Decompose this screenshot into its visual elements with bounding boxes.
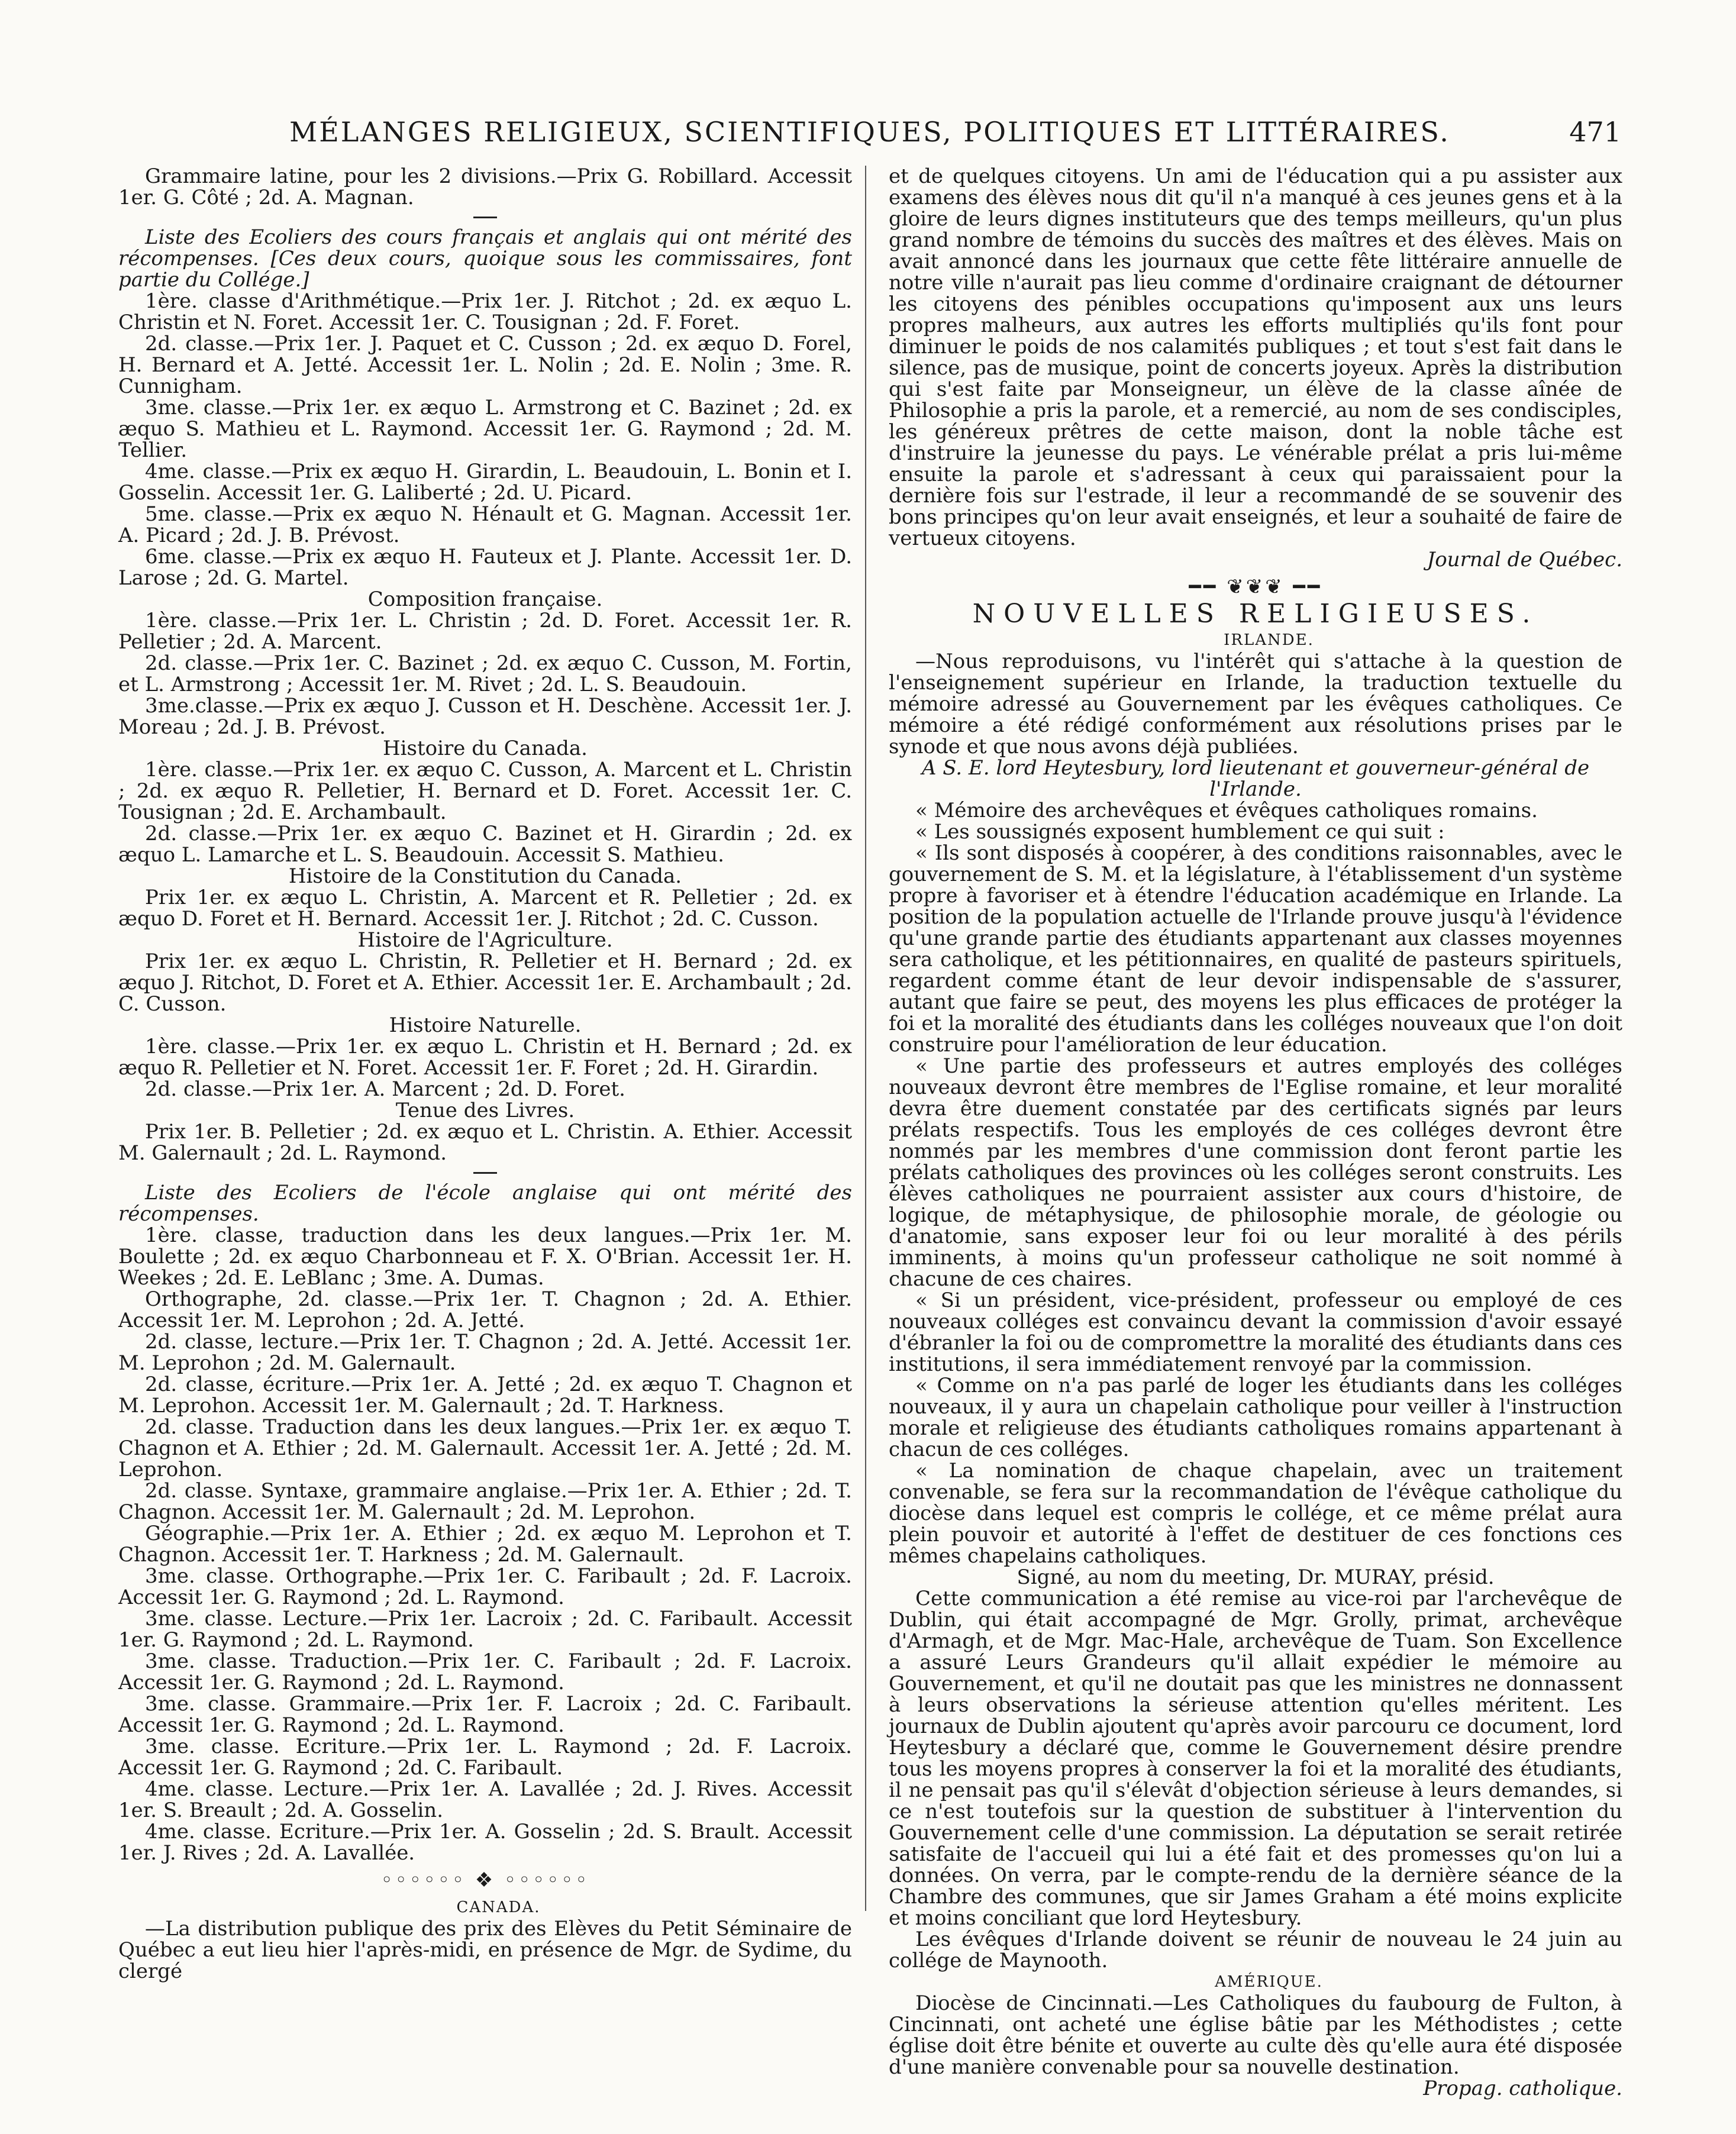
paragraph: Grammaire latine, pour les 2 divisions.—Prix G. Robillard. Accessit 1er. G. Côté ; 2d. A. Magnan. (118, 164, 852, 209)
paragraph: Géographie.—Prix 1er. A. Ethier ; 2d. ex æquo M. Leprohon et T. Chagnon. Accessit 1er. T. Harkness ; 2d. M. Galernault. (118, 1522, 852, 1567)
paragraph: Les évêques d'Irlande doivent se réunir de nouveau le 24 juin au collége de Maynooth. (889, 1928, 1622, 1972)
paragraph: Prix 1er. ex æquo L. Christin, A. Marcent et R. Pelletier ; 2d. ex æquo D. Foret et H. Bernard. Accessit 1er. J. Ritchot ; 2d. C. Cusson. (118, 886, 852, 931)
paragraph: 3me. classe.—Prix 1er. ex æquo L. Armstrong et C. Bazinet ; 2d. ex æquo S. Mathieu et L. Raymond. Accessit 1er. G. Raymond ; 2d. M. Tellier. (118, 396, 852, 462)
paragraph: Diocèse de Cincinnati.—Les Catholiques du faubourg de Fulton, à Cincinnati, ont acheté une église bâtie par les Méthodistes ; cette église doit être bénite et ouverte au culte dès qu'elle aura été disposée d'une manière convenable pour sa nouvelle destination. (889, 1991, 1622, 2079)
paragraph: 1ère. classe d'Arithmétique.—Prix 1er. J. Ritchot ; 2d. ex æquo L. Christin et N. Foret. Accessit 1er. C. Tousignan ; 2d. F. Foret. (118, 289, 852, 334)
paragraph: « Les soussignés exposent humblement ce qui suit : (915, 820, 1445, 844)
paragraph: 2d. classe. Syntaxe, grammaire anglaise.—Prix 1er. A. Ethier ; 2d. T. Chagnon. Accessit 1er. M. Galernault ; 2d. M. Leprohon. (118, 1479, 852, 1524)
paragraph: 1ère. classe.—Prix 1er. L. Christin ; 2d. D. Foret. Accessit 1er. R. Pelletier ; 2d. A. Marcent. (118, 609, 852, 654)
paragraph: 1ère. classe, traduction dans les deux langues.—Prix 1er. M. Boulette ; 2d. ex æquo Charbonneau et F. X. O'Brian. Accessit 1er. H. Weekes ; 2d. E. LeBlanc ; 3me. A. Dumas. (118, 1223, 852, 1290)
source-credit: Journal de Québec. (1427, 548, 1622, 572)
paragraph: « Une partie des professeurs et autres employés des colléges nouveaux devront être membres de l'Eglise romaine, et leur moralité devra être duement constatée par des certificats signés par leurs prélats respectifs. Tous les employés de ces colléges devront être nommés par les membres d'une commission dont feront partie les prélats catholiques des provinces où les colléges seront construits. Les élèves catholiques ne pourraient assister aux cours d'histoire, de logique, de métaphysique, de philosophie morale, de géologie ou d'anatomie, sans exposer leur foi ou leur moralité à des périls imminents, à moins qu'un professeur catholique ne soit nommé à chacune de ces chaires. (889, 1054, 1622, 1291)
section-heading: Histoire de la Constitution du Canada. (288, 864, 682, 888)
paragraph: 1ère. classe.—Prix 1er. ex æquo L. Christin et H. Bernard ; 2d. ex æquo R. Pelletier et N. Foret. Accessit 1er. F. Foret ; 2d. H. Girardin. (118, 1035, 852, 1080)
separator (473, 1172, 497, 1174)
list-title: Liste des Ecoliers de l'école anglaise qui ont mérité des récompenses. (118, 1181, 852, 1226)
separator (473, 217, 497, 218)
paragraph: « Si un président, vice-président, professeur ou employé de ces nouveaux colléges est convaincu devant la commission d'avoir essayé d'ébranler la foi ou de compromettre la moralité des étudiants dans ces institutions, il sera immédiatement renvoyé par la commission. (889, 1289, 1622, 1376)
paragraph: « Comme on n'a pas parlé de loger les étudiants dans les colléges nouveaux, il y aura un chapelain catholique pour veiller à l'instruction morale et religieuse des étudiants catholiques romains appartenant à chacun de ces colléges. (889, 1374, 1622, 1461)
list-title: Liste des Ecoliers des cours français et anglais qui ont mérité des récompenses. [Ces deux cours, quoique sous les commissaires, font partie du Collége.] (118, 225, 852, 292)
section-heading: Tenue des Livres. (395, 1099, 575, 1122)
paragraph: Prix 1er. ex æquo L. Christin, R. Pelletier et H. Bernard ; 2d. ex æquo J. Ritchot, D. Foret et A. Ethier. Accessit 1er. E. Archambault ; 2d. C. Cusson. (118, 950, 852, 1016)
section-heading: Composition française. (367, 587, 603, 611)
paragraph: 2d. classe, lecture.—Prix 1er. T. Chagnon ; 2d. A. Jetté. Accessit 1er. M. Leprohon ; 2d. M. Galernault. (118, 1330, 852, 1375)
paragraph: —La distribution publique des prix des Elèves du Petit Séminaire de Québec a eut lieu hier l'après-midi, en présence de Mgr. de Sydime, du clergé (118, 1917, 852, 1983)
paragraph: et de quelques citoyens. Un ami de l'éducation qui a pu assister aux examens des élèves nous dit qu'il n'a manqué à ces jeunes gens et à la gloire de leurs dignes instituteurs que des temps meilleurs, qu'un plus grand nombre de témoins du succès des maîtres et des élèves. Mais on avait annoncé dans les journaux que cette fête littéraire annuelle de notre ville n'aurait pas lieu comme d'ordinaire craignant de détourner les citoyens des pénibles occupations qu'imposent aux uns leurs propres malheurs, aux autres les efforts multipliés qu'ils font pour diminuer le poids de nos calamités publiques ; et tout s'est fait dans le silence, pas de musique, point de concerts joyeux. Après la distribution qui s'est faite par Monseigneur, un élève de la classe aînée de Philosophie a pris la parole, et a remercié, au nom de ses condisciples, les généreux prêtres de cette maison, dont la noble tâche est d'instruire la jeunesse du pays. Le vénérable prélat a pris lui-même ensuite la parole et s'adressant à ceux qui paraissaient pour la dernière fois sur l'estrade, il leur a recommandé de se souvenir des bons principes qu'on leur avait enseignés, et leur a souhaité de faire de vertueux citoyens. (889, 164, 1622, 550)
paragraph: 2d. classe. Traduction dans les deux langues.—Prix 1er. ex æquo T. Chagnon et A. Ethier ; 2d. M. Galernault. Accessit 1er. A. Jetté ; 2d. M. Leprohon. (118, 1415, 852, 1481)
ornament-divider: ━━ ❦❦❦ ━━ (1189, 575, 1322, 599)
paragraph: 2d. classe.—Prix 1er. A. Marcent ; 2d. D. Foret. (145, 1077, 625, 1101)
paragraph: « Ils sont disposés à coopérer, à des conditions raisonnables, avec le gouvernement de S. M. et la législature, à l'établissement d'un système propre à favoriser et à étendre l'éducation académique en Irlande. La position de la population actuelle de l'Irlande prouve jusqu'à l'évidence qu'une grande partie des étudiants appartenant aux classes moyennes sera catholique, et les pétitionnaires, en qualité de pasteurs spirituels, regardent comme étant de leur devoir indispensable de s'assurer, autant que faire se peut, des moyens les plus efficaces de protéger la foi et la moralité des étudiants dans les colléges nouveaux que l'on doit construire pour l'amélioration de leur éducation. (889, 841, 1622, 1057)
paragraph: —Nous reproduisons, vu l'intérêt qui s'attache à la question de l'enseignement supérieur en Irlande, la traduction textuelle du mémoire adressé au Gouvernement par les évêques catholiques. Ce mémoire a été rédigé conformément aux résolutions prises par le synode et que nous avons déjà publiées. (889, 650, 1622, 758)
subsection-heading: IRLANDE. (1224, 631, 1314, 649)
paragraph: 1ère. classe.—Prix 1er. ex æquo C. Cusson, A. Marcent et L. Christin ; 2d. ex æquo R. Pelletier, H. Bernard et D. Foret. Accessit 1er. C. Tousignan ; 2d. E. Archambault. (118, 758, 852, 824)
paragraph: « Mémoire des archevêques et évêques catholiques romains. (915, 799, 1538, 822)
paragraph: 2d. classe.—Prix 1er. C. Bazinet ; 2d. ex æquo C. Cusson, M. Fortin, et L. Armstrong ; Accessit 1er. M. Rivet ; 2d. L. S. Beaudouin. (118, 651, 852, 696)
running-title: MÉLANGES RELIGIEUX, SCIENTIFIQUES, POLITIQUES ET LITTÉRAIRES. (289, 116, 1450, 148)
column-divider (865, 166, 866, 1911)
section-heading: Histoire du Canada. (383, 737, 588, 760)
section-heading: Histoire Naturelle. (389, 1013, 582, 1037)
page-header (118, 116, 1621, 163)
paragraph: 3me.classe.—Prix ex æquo J. Cusson et H. Deschène. Accessit 1er. J. Moreau ; 2d. J. B. Prévost. (118, 694, 852, 739)
paragraph: 4me. classe. Lecture.—Prix 1er. A. Lavallée ; 2d. J. Rives. Accessit 1er. S. Breault ; 2d. A. Gosselin. (118, 1777, 852, 1822)
paragraph: 4me. classe. Ecriture.—Prix 1er. A. Gosselin ; 2d. S. Brault. Accessit 1er. J. Rives ; 2d. A. Lavallée. (118, 1820, 852, 1865)
source-credit: Propag. catholique. (1423, 2077, 1622, 2100)
paragraph: 3me. classe. Lecture.—Prix 1er. Lacroix ; 2d. C. Faribault. Accessit 1er. G. Raymond ; 2d. L. Raymond. (118, 1607, 852, 1652)
paragraph: 3me. classe. Ecriture.—Prix 1er. L. Raymond ; 2d. F. Lacroix. Accessit 1er. G. Raymond ; 2d. C. Faribault. (118, 1735, 852, 1780)
paragraph: 3me. classe. Traduction.—Prix 1er. C. Faribault ; 2d. F. Lacroix. Accessit 1er. G. Raymond ; 2d. L. Raymond. (118, 1649, 852, 1694)
section-heading: CANADA. (456, 1899, 541, 1916)
paragraph: Prix 1er. B. Pelletier ; 2d. ex æquo et L. Christin. A. Ethier. Accessit M. Galernault ; 2d. L. Raymond. (118, 1120, 852, 1165)
paragraph: « La nomination de chaque chapelain, avec un traitement convenable, se fera sur la recommandation de l'évêque catholique du diocèse dans lequel est compris le collége, et ce même prélat aura plein pouvoir et autorité à l'effet de destituer de ces fonctions ces mêmes chapelains catholiques. (889, 1459, 1622, 1568)
subsection-heading: AMÉRIQUE. (1215, 1973, 1323, 1991)
paragraph: 4me. classe.—Prix ex æquo H. Girardin, L. Beaudouin, L. Bonin et I. Gosselin. Accessit 1er. G. Laliberté ; 2d. U. Picard. (118, 460, 852, 505)
section-heading: NOUVELLES RELIGIEUSES. (972, 599, 1539, 629)
left-column (118, 166, 852, 1982)
paragraph: 2d. classe, écriture.—Prix 1er. A. Jetté ; 2d. ex æquo T. Chagnon et M. Leprohon. Accessit 1er. M. Galernault ; 2d. T. Harkness. (118, 1373, 852, 1418)
signature: Signé, au nom du meeting, Dr. MURAY, présid. (1017, 1565, 1495, 1589)
paragraph: 2d. classe.—Prix 1er. ex æquo C. Bazinet et H. Girardin ; 2d. ex æquo L. Lamarche et L. S. Beaudouin. Accessit S. Mathieu. (118, 822, 852, 867)
right-column (889, 166, 1622, 2099)
paragraph: 2d. classe.—Prix 1er. J. Paquet et C. Cusson ; 2d. ex æquo D. Forel, H. Bernard et A. Jetté. Accessit 1er. L. Nolin ; 2d. E. Nolin ; 3me. R. Cunnigham. (118, 332, 852, 398)
paragraph: 6me. classe.—Prix ex æquo H. Fauteux et J. Plante. Accessit 1er. D. Larose ; 2d. G. Martel. (118, 545, 852, 590)
paragraph: 5me. classe.—Prix ex æquo N. Hénault et G. Magnan. Accessit 1er. A. Picard ; 2d. J. B. Prévost. (118, 502, 852, 547)
paragraph: Orthographe, 2d. classe.—Prix 1er. T. Chagnon ; 2d. A. Ethier. Accessit 1er. M. Leprohon ; 2d. A. Jetté. (118, 1287, 852, 1332)
paragraph: 3me. classe. Grammaire.—Prix 1er. F. Lacroix ; 2d. C. Faribault. Accessit 1er. G. Raymond ; 2d. L. Raymond. (118, 1692, 852, 1737)
paragraph: 3me. classe. Orthographe.—Prix 1er. C. Faribault ; 2d. F. Lacroix. Accessit 1er. G. Raymond ; 2d. L. Raymond. (118, 1564, 852, 1609)
address-line: A S. E. lord Heytesbury, lord lieutenant et gouverneur-général de l'Irlande. (921, 756, 1590, 801)
page-number: 471 (1569, 116, 1621, 148)
paragraph: Cette communication a été remise au vice-roi par l'archevêque de Dublin, qui était accompagné de Mgr. Grolly, primat, archevêque d'Armagh, et de Mgr. Mac-Hale, archevêque de Tuam. Son Excellence a assuré Leurs Grandeurs qu'il allait expédier le mémoire au Gouvernement, et qu'il ne doutait pas que les ministres ne donnassent à leurs observations la sérieuse attention qu'elles méritent. Les journaux de Dublin ajoutent qu'après avoir parcouru ce document, lord Heytesbury a déclaré que, comme le Gouvernement désire prendre tous les moyens propres à conserver la foi et la moralité des étudiants, il ne pensait pas qu'il s'élevât d'objection sérieuse à leurs demandes, si ce n'est toutefois sur la question de substituer à l'intervention du Gouvernement celle d'une commission. La députation se serait retirée satisfaite de l'accueil qui lui a été fait et des promesses qu'on lui a données. On verra, par le compte-rendu de la dernière séance de la Chambre des communes, que sir James Graham a été moins explicite et moins conciliant que lord Heytesbury. (889, 1587, 1622, 1930)
section-heading: Histoire de l'Agriculture. (357, 928, 613, 952)
ornament-divider: ◦◦◦◦◦◦ ❖ ◦◦◦◦◦◦ (380, 1868, 590, 1892)
